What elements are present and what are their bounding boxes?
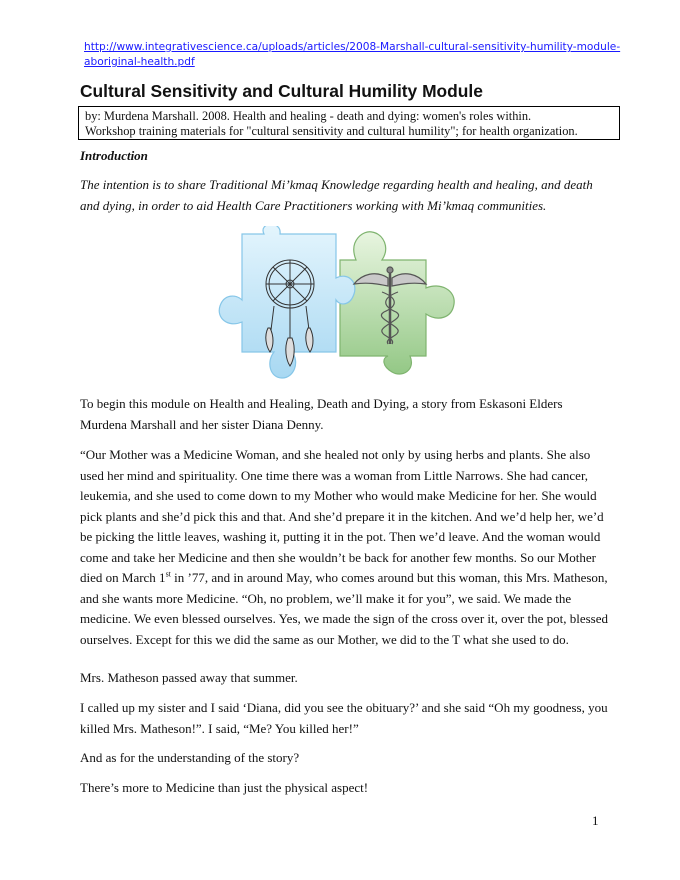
paragraph-conclusion: There’s more to Medicine than just the physical aspect! <box>80 780 369 795</box>
citation-line2: Workshop training materials for "cultural sensitivity and cultural humility"; for health organization. <box>85 124 578 138</box>
source-url-link[interactable] <box>84 40 624 70</box>
source-url-line1[interactable]: http://www.integrativescience.ca/uploads/articles/2008-Marshall-cultural-sensitivity-humility-module- <box>84 41 621 53</box>
introduction-heading: Introduction <box>80 148 148 163</box>
source-url-line2[interactable]: aboriginal-health.pdf <box>84 56 195 68</box>
introduction-text: The intention is to share Traditional Mi’kmaq Knowledge regarding health and healing, and death and dying, in order to aid Health Care Practitioners working with Mi’kmaq communities. <box>80 177 593 213</box>
puzzle-illustration <box>212 226 468 382</box>
page-number: 1 <box>592 813 599 828</box>
paragraph-passed-away: Mrs. Matheson passed away that summer. <box>80 670 298 685</box>
paragraph-question: And as for the understanding of the story? <box>80 750 300 765</box>
paragraph-phone-call: I called up my sister and I said ‘Diana, did you see the obituary?’ and she said “Oh my goodness, you killed Mrs. Matheson!”. I said, “Me? You killed her!” <box>80 700 608 736</box>
story-superscript: st <box>165 569 171 579</box>
citation-line1: by: Murdena Marshall. 2008. Health and healing - death and dying: women's roles within. <box>85 109 532 123</box>
paragraph-intro-story: To begin this module on Health and Healing, Death and Dying, a story from Eskasoni Elders Murdena Marshall and her sister Diana Denny. <box>80 396 563 432</box>
green-puzzle-piece <box>340 232 454 374</box>
document-title: Cultural Sensitivity and Cultural Humility Module <box>80 81 483 101</box>
story-text-part2: in ’77, and in around May, who comes around but this woman, this Mrs. Matheson, and she wants more Medicine. “Oh, no problem, we’ll make it for you”, we said. We made the medicine. We even blessed ourselves. Yes, we made the sign of the cross over it, over the pot, blessed ourselves. Except for this we did the same as our Mother, we did to the T what she used to do. <box>80 570 608 647</box>
paragraph-story <box>80 445 610 650</box>
story-text-part1: “Our Mother was a Medicine Woman, and she healed not only by using herbs and plants. She also used her mind and spirituality. One time there was a woman from Little Narrows. She had cancer, leukemia, and she used to come down to my Mother who would make Medicine for her. She would pick plants and she’d pick this and that. And she’d prepare it in the kitchen. And we’d help her, we’d be picking the little leaves, washing it, putting it in the pot. Then we’d leave. And the woman would come and take her Medicine and then she wouldn’t be back for another few months. So our Mother died on March 1 <box>80 447 604 585</box>
citation-box <box>78 106 620 140</box>
